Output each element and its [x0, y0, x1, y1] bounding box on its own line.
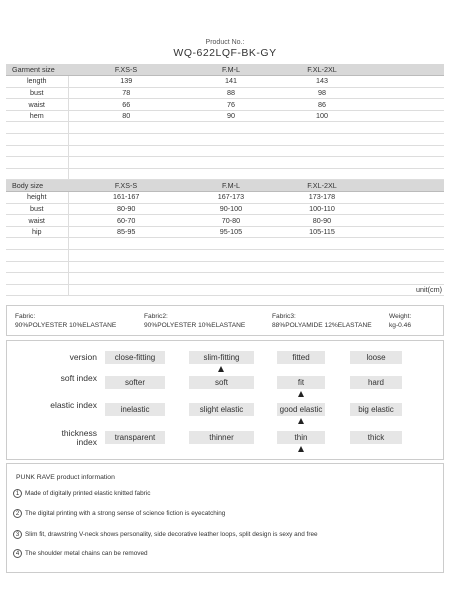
table-cell	[366, 250, 444, 262]
table-cell	[184, 157, 278, 169]
table-row	[6, 273, 444, 285]
attribute-option: slim-fitting	[189, 351, 254, 364]
attribute-option: loose	[350, 351, 402, 364]
table-cell	[278, 250, 366, 262]
selected-arrow-icon	[298, 446, 304, 452]
table-cell	[184, 250, 278, 262]
body-size-table	[6, 180, 444, 296]
attribute-option: fit	[277, 376, 325, 389]
header-cell: F.XL-2XL	[278, 180, 366, 192]
attribute-option: fitted	[277, 351, 325, 364]
table-cell	[68, 122, 184, 134]
table-cell: waist	[6, 99, 68, 111]
info-item	[13, 530, 318, 539]
table-cell	[366, 215, 444, 227]
table-row	[6, 215, 444, 227]
table-cell	[278, 284, 366, 296]
header-cell: F.M-L	[184, 64, 278, 76]
table-cell: hip	[6, 226, 68, 238]
table-cell: 95-105	[184, 226, 278, 238]
table-row	[6, 99, 444, 111]
table-cell	[366, 203, 444, 215]
table-cell: bust	[6, 87, 68, 99]
weight-value: kg-0.46	[389, 322, 411, 329]
table-cell	[6, 273, 68, 285]
table-cell	[6, 168, 68, 180]
table-cell	[366, 122, 444, 134]
table-row	[6, 76, 444, 88]
table-cell: 85-95	[68, 226, 184, 238]
fabric-1	[15, 312, 116, 330]
table-row	[6, 261, 444, 273]
attribute-option: softer	[105, 376, 165, 389]
table-cell: 70-80	[184, 215, 278, 227]
header-cell	[366, 180, 444, 192]
table-cell	[366, 134, 444, 146]
attribute-option: inelastic	[105, 403, 165, 416]
table-cell	[366, 273, 444, 285]
selected-arrow-icon	[298, 391, 304, 397]
header-cell: F.XS-S	[68, 180, 184, 192]
table-cell: 100-110	[278, 203, 366, 215]
table-cell	[366, 157, 444, 169]
table-cell: 76	[184, 99, 278, 111]
fabric-3-title: Fabric3:	[272, 313, 296, 320]
weight-title: Weight:	[389, 313, 412, 320]
table-cell	[68, 261, 184, 273]
table-row	[6, 87, 444, 99]
header-cell: Garment size	[6, 64, 68, 76]
fabric-1-title: Fabric:	[15, 313, 36, 320]
table-cell: 60-70	[68, 215, 184, 227]
table-cell: 86	[278, 99, 366, 111]
table-cell: 80	[68, 110, 184, 122]
table-cell	[6, 134, 68, 146]
table-cell: waist	[6, 215, 68, 227]
attribute-option: hard	[350, 376, 402, 389]
header-cell: F.M-L	[184, 180, 278, 192]
table-row	[6, 203, 444, 215]
table-cell	[68, 134, 184, 146]
table-cell: 161-167	[68, 192, 184, 204]
table-cell: 173-178	[278, 192, 366, 204]
table-cell: 105-115	[278, 226, 366, 238]
table-cell	[366, 168, 444, 180]
table-row	[6, 110, 444, 122]
table-cell	[68, 238, 184, 250]
table-row	[6, 192, 444, 204]
circled-number-icon: 3	[13, 530, 22, 539]
table-cell	[6, 145, 68, 157]
table-cell	[366, 99, 444, 111]
info-item	[13, 509, 225, 518]
table-cell: 80-90	[68, 203, 184, 215]
circled-number-icon: 4	[13, 549, 22, 558]
table-cell	[68, 145, 184, 157]
table-cell	[278, 261, 366, 273]
table-cell: 139	[68, 76, 184, 88]
product-info-title: PUNK RAVE product information	[16, 474, 115, 481]
table-row	[6, 250, 444, 262]
table-cell: bust	[6, 203, 68, 215]
attribute-option: good elastic	[277, 403, 325, 416]
table-cell	[278, 122, 366, 134]
header-cell: F.XS-S	[68, 64, 184, 76]
table-cell	[366, 145, 444, 157]
attribute-label: version	[69, 352, 97, 362]
table-cell: 66	[68, 99, 184, 111]
table-cell: 90-100	[184, 203, 278, 215]
info-item-text: Slim fit, drawstring V-neck shows personality, side decorative leather loops, split design is sexy and free	[25, 531, 318, 539]
table-cell: 167-173	[184, 192, 278, 204]
table-row	[6, 238, 444, 250]
table-row	[6, 157, 444, 169]
table-header-row	[6, 180, 444, 192]
product-code: WQ-622LQF-BK-GY	[173, 47, 277, 59]
selected-arrow-icon	[218, 366, 224, 372]
info-item	[13, 549, 148, 558]
table-cell: 143	[278, 76, 366, 88]
table-cell	[366, 110, 444, 122]
table-cell: 90	[184, 110, 278, 122]
table-cell	[68, 157, 184, 169]
attribute-option: soft	[189, 376, 254, 389]
table-row	[6, 226, 444, 238]
table-cell	[278, 238, 366, 250]
attribute-option: close-fitting	[105, 351, 165, 364]
fabric-2-title: Fabric2:	[144, 313, 168, 320]
table-cell	[6, 284, 68, 296]
table-cell	[366, 261, 444, 273]
attribute-option: thin	[277, 431, 325, 444]
fabric-info-box	[6, 305, 444, 336]
table-cell	[184, 273, 278, 285]
table-cell	[366, 238, 444, 250]
table-cell: 141	[184, 76, 278, 88]
table-cell	[184, 168, 278, 180]
table-cell	[366, 76, 444, 88]
attribute-option: slight elastic	[189, 403, 254, 416]
table-cell	[278, 157, 366, 169]
table-cell	[68, 284, 184, 296]
table-cell: hem	[6, 110, 68, 122]
table-cell	[184, 284, 278, 296]
attribute-label: elastic index	[50, 400, 97, 410]
selected-arrow-icon	[298, 418, 304, 424]
table-cell: 98	[278, 87, 366, 99]
info-item	[13, 489, 150, 498]
info-item-text: The digital printing with a strong sense of science fiction is eyecatching	[25, 510, 226, 518]
table-cell	[278, 145, 366, 157]
table-cell	[68, 250, 184, 262]
table-header-row	[6, 64, 444, 76]
product-no-label: Product No.:	[205, 39, 245, 46]
table-row	[6, 134, 444, 146]
attribute-option: thick	[350, 431, 402, 444]
table-row	[6, 122, 444, 134]
attribute-label: soft index	[60, 373, 97, 383]
fabric-3-value: 88%POLYAMIDE 12%ELASTANE	[272, 322, 372, 329]
table-cell	[68, 273, 184, 285]
attribute-option: transparent	[105, 431, 165, 444]
table-cell	[366, 226, 444, 238]
attribute-option: thinner	[189, 431, 254, 444]
table-cell: 88	[184, 87, 278, 99]
table-cell	[6, 238, 68, 250]
table-row	[6, 145, 444, 157]
circled-number-icon: 2	[13, 509, 22, 518]
table-cell	[6, 157, 68, 169]
header-cell	[366, 64, 444, 76]
table-cell	[366, 192, 444, 204]
table-cell: height	[6, 192, 68, 204]
table-cell	[278, 168, 366, 180]
table-cell	[184, 238, 278, 250]
table-cell	[278, 134, 366, 146]
table-cell	[68, 168, 184, 180]
table-row	[6, 168, 444, 180]
table-cell	[184, 134, 278, 146]
attribute-option: big elastic	[350, 403, 402, 416]
info-item-text: Made of digitally printed elastic knitted fabric	[25, 490, 151, 498]
fabric-1-value: 90%POLYESTER 10%ELASTANE	[15, 322, 117, 329]
circled-number-icon: 1	[13, 489, 22, 498]
table-cell	[184, 145, 278, 157]
fabric-2-value: 90%POLYESTER 10%ELASTANE	[144, 322, 246, 329]
table-cell	[184, 122, 278, 134]
table-cell: length	[6, 76, 68, 88]
table-cell: 100	[278, 110, 366, 122]
weight	[389, 312, 411, 330]
product-info-box	[6, 463, 444, 573]
garment-size-table	[6, 64, 444, 180]
info-item-text: The shoulder metal chains can be removed	[25, 550, 148, 558]
attribute-label: thickness index	[61, 428, 97, 447]
header-cell: Body size	[6, 180, 68, 192]
table-cell: unit(cm)	[366, 284, 444, 296]
table-cell	[6, 250, 68, 262]
fabric-3	[272, 312, 372, 330]
table-cell	[6, 261, 68, 273]
table-cell: 78	[68, 87, 184, 99]
table-row	[6, 284, 444, 296]
table-cell	[184, 261, 278, 273]
table-cell	[366, 87, 444, 99]
table-cell: 80-90	[278, 215, 366, 227]
table-cell	[6, 122, 68, 134]
header-cell: F.XL-2XL	[278, 64, 366, 76]
fabric-2	[144, 312, 245, 330]
attribute-index-box	[6, 340, 444, 460]
table-cell	[278, 273, 366, 285]
product-header	[0, 38, 450, 59]
